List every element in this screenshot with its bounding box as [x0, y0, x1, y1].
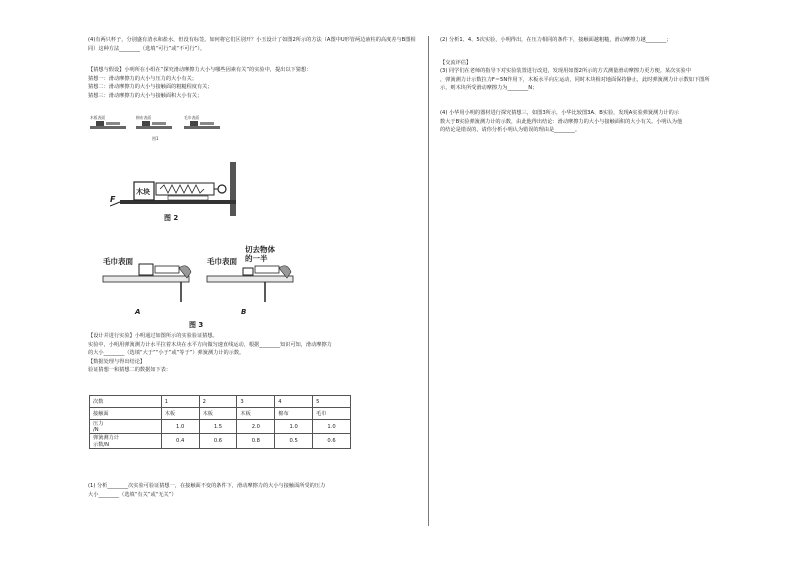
- table-cell: 1.0: [161, 420, 199, 434]
- question-2-text: (2) 分析1、4、5次实验，小明得出，在压力相同的条件下，接触面越粗糙，滑动摩擦力越________；: [440, 37, 672, 43]
- fig3-b-half-block: [243, 268, 253, 275]
- question-1-line-2: 大小________（选填“有关”或“无关”）: [88, 491, 177, 498]
- fig3-cut-label-line1: 切去物体: [245, 245, 275, 254]
- column-divider: [428, 36, 429, 526]
- guess-two: 猜想二：滑动摩擦力的大小与接触面的粗糙程度有关；: [88, 84, 213, 91]
- figure-3: [95, 244, 300, 330]
- table-cell: 毛巾: [313, 408, 351, 420]
- fig3-b-scale: [255, 266, 279, 273]
- question-4b-line-1: (4) 小华用小明的器材进行探究猜想三，如图3所示，小华比较图3A、B实验，发现A实验弹簧测力计的示: [440, 109, 679, 116]
- fig2-spring-scale: [156, 183, 214, 195]
- question-3-line-2: ，弹簧测力计示数拉力F＝5N作用下，木板水平向左运动，同时木块相对地面保持静止，此时弹簧测力计示数如下图所: [440, 76, 710, 83]
- fig3-a-table: [103, 276, 189, 282]
- design-line-1: 实验中，小明用弹簧测力计水平拉着木块在水平方向做匀速直线运动，根据________知识可知，滑动摩擦力: [88, 341, 332, 348]
- data-heading: 【数据处理与得出结论】: [88, 358, 146, 365]
- table-cell: 木板: [237, 408, 275, 420]
- table-cell: 木板: [161, 408, 199, 420]
- design-section: [88, 332, 418, 375]
- left-column: [88, 36, 418, 101]
- question-1-block: [88, 482, 418, 499]
- fig3-caption: 图 3: [189, 321, 204, 329]
- data-intro: 验证猜想一和猜想二的数据如下表：: [88, 367, 172, 374]
- figure-1: [88, 112, 228, 144]
- table-cell: 棉布: [275, 408, 313, 420]
- table-cell: 1: [161, 396, 199, 408]
- fig3-a-scale: [155, 266, 179, 273]
- data-table: [89, 395, 351, 449]
- fig2-block-label: 木块: [136, 188, 150, 196]
- fig1-label-board: 木板表面: [90, 115, 106, 120]
- fig3-cut-label-line2: 的一半: [245, 254, 268, 263]
- guess-intro: 【猜想与假设】小明所在小组在“探究滑动摩擦力大小与哪些因素有关”的实验中，提出以下猜想：: [88, 67, 312, 74]
- fig3-b-table: [207, 276, 293, 282]
- fig3-label-mid: 毛巾表面: [207, 257, 237, 266]
- fig1-label-towel: 毛巾表面: [184, 115, 200, 120]
- design-heading: 【设计并进行实验】小明通过如图所示的实验验证猜想。: [88, 333, 218, 339]
- table-cell: 4: [275, 396, 313, 408]
- right-column: [440, 36, 760, 135]
- design-line-2: 的大小________（选填“大于”“小于”或“等于”）弹簧测力计的示数。: [88, 350, 245, 357]
- table-cell: 0.6: [199, 434, 237, 449]
- table-row: [90, 420, 351, 434]
- fig3-label-a: A: [135, 308, 141, 316]
- question-3-line-1: (3) 同学们在老师的指导下对实验装置进行改进，发现用如图2所示的方式测量滑动摩擦力更方便。某次实验中: [440, 68, 691, 75]
- question-4-text: (4)有两只杯子，分别盛有清水和盐水，但没有标签。如何将它们区别开？小玉设计了如图2所示的方法（A图中U形管两边液柱的高度差与B图相同）这种方法________（选填“可行”或“不可行”）。: [88, 37, 416, 52]
- guess-one: 猜想一：滑动摩擦力的大小与压力的大小有关；: [88, 75, 197, 82]
- table-cell: 2.0: [237, 420, 275, 434]
- fig1-towel-setup: [184, 121, 220, 129]
- guess-three: 猜想三：滑动摩擦力的大小与接触面积大小有关；: [88, 92, 203, 99]
- table-cell: 1.0: [313, 420, 351, 434]
- question-4b-line-3: 的结论是错误的，请你分析小明认为错误的理由是________。: [440, 127, 581, 134]
- question-4b-line-2: 数大于B实验弹簧测力计的示数，由此他得出结论：滑动摩擦力的大小与接触面积的大小有关。小明认为他: [440, 118, 683, 125]
- fig3-a-block: [139, 264, 153, 275]
- table-cell: 0.6: [313, 434, 351, 449]
- evaluation-heading: 【交流评估】: [440, 59, 472, 66]
- table-cell: 5: [313, 396, 351, 408]
- fig3-label-left: 毛巾表面: [103, 257, 133, 266]
- question-1-line-1: (1) 分析________次实验可验证猜想一，在接触面不变的条件下，滑动摩擦力的大小与接触面所受的压力: [88, 483, 326, 489]
- table-row: [90, 396, 351, 408]
- fig1-label-cotton: 棉布表面: [136, 115, 152, 120]
- fig1-board-setup: [90, 121, 126, 129]
- table-cell: 2: [199, 396, 237, 408]
- question-3-line-3: 示，则木块所受滑动摩擦力为________N；: [440, 85, 538, 92]
- figure-2: [110, 160, 240, 226]
- table-cell: 0.5: [275, 434, 313, 449]
- fig1-caption: 图1: [152, 136, 159, 141]
- table-cell: 接触面: [90, 408, 162, 420]
- table-cell: 0.4: [161, 434, 199, 449]
- fig2-wall: [230, 162, 236, 216]
- table-cell: 1.5: [199, 420, 237, 434]
- fig2-hook: [218, 185, 226, 193]
- table-row: [90, 434, 351, 449]
- fig2-board: [120, 200, 236, 204]
- table-cell: 弹簧测力计 示数/N: [90, 434, 162, 449]
- table-cell: 压力 /N: [90, 420, 162, 434]
- table-cell: 0.8: [237, 434, 275, 449]
- table-cell: 次数: [90, 396, 162, 408]
- fig2-force-label: F: [110, 195, 116, 204]
- table-cell: 3: [237, 396, 275, 408]
- table-row: [90, 408, 351, 420]
- table-cell: 木板: [199, 408, 237, 420]
- fig2-caption: 图 2: [164, 214, 179, 222]
- fig3-label-b: B: [241, 308, 247, 316]
- table-cell: 1.0: [275, 420, 313, 434]
- fig1-cotton-setup: [136, 121, 172, 129]
